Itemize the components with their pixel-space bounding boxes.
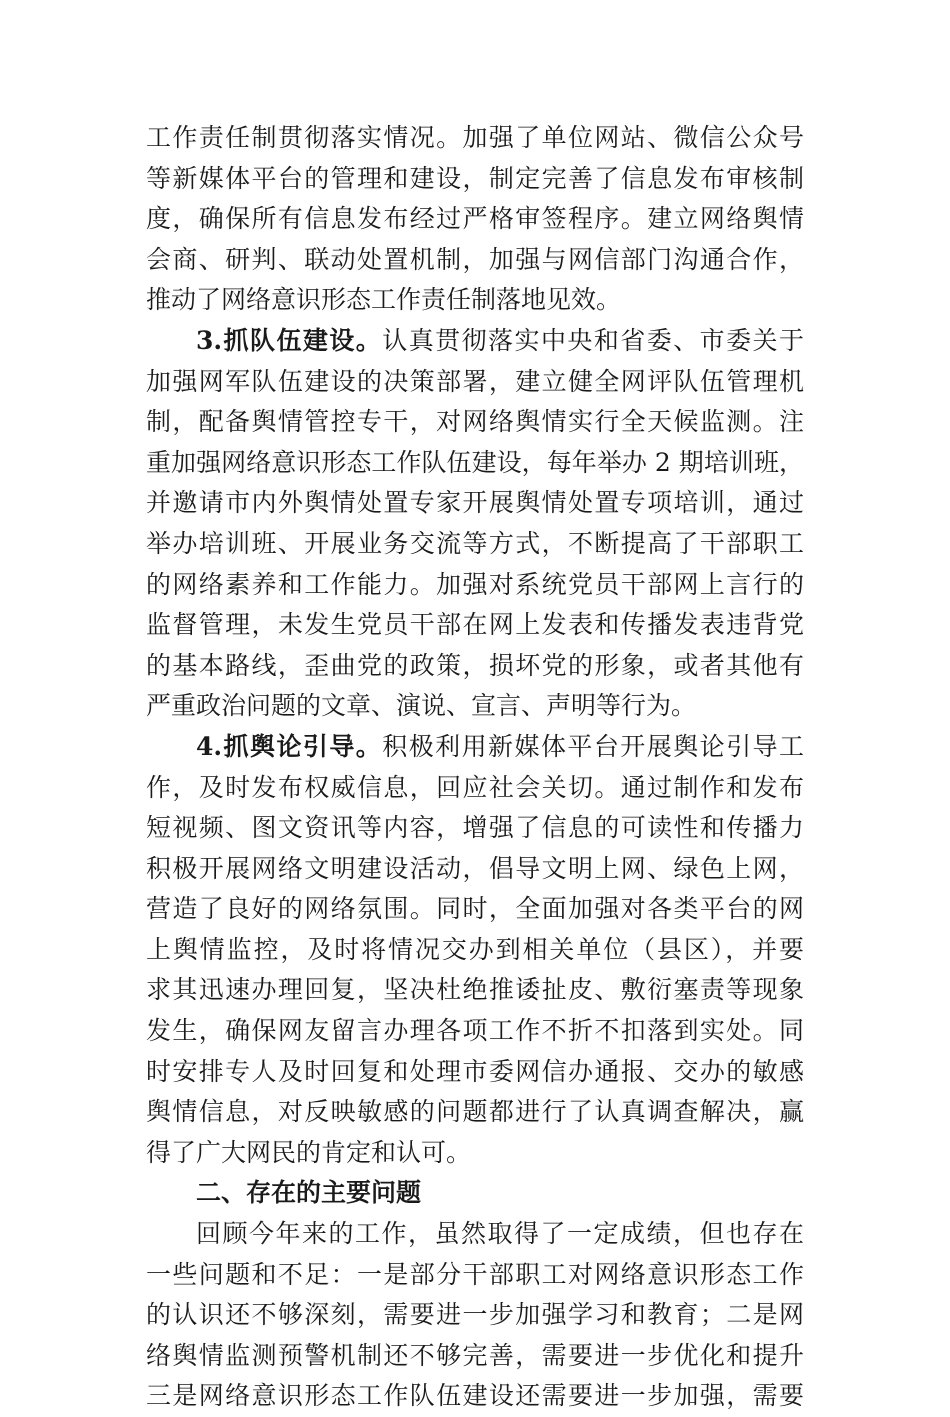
line-text: 营造了良好的网络氛围。同时，全面加强对各类平台的网 <box>146 894 804 924</box>
text-line <box>146 768 804 809</box>
line-text: 并邀请市内外舆情处置专家开展舆情处置专项培训，通过 <box>146 488 804 518</box>
line-text: 作，及时发布权威信息，回应社会关切。通过制作和发布 <box>146 772 804 802</box>
item-lead: 3.抓队伍建设。 <box>196 325 383 355</box>
text-line <box>146 483 804 524</box>
text-line <box>146 1376 804 1417</box>
line-text: 络舆情监测预警机制还不够完善，需要进一步优化和提升 <box>146 1340 804 1370</box>
text-line <box>146 321 804 362</box>
text-line <box>146 646 804 687</box>
line-text: 等新媒体平台的管理和建设，制定完善了信息发布审核制 <box>146 163 804 193</box>
text-line <box>146 1011 804 1052</box>
text-line <box>146 1133 804 1174</box>
line-text: 时安排专人及时回复和处理市委网信办通报、交办的敏感 <box>146 1056 804 1086</box>
line-text: 得了广大网民的肯定和认可。 <box>146 1137 472 1167</box>
text-line <box>146 686 804 727</box>
text-line <box>146 808 804 849</box>
line-text: 积极开展网络文明建设活动，倡导文明上网、绿色上网， <box>146 853 804 883</box>
line-text: 二、存在的主要问题 <box>196 1178 422 1208</box>
line-text: 求其迅速办理回复，坚决杜绝推诿扯皮、敷衍塞责等现象 <box>146 975 804 1005</box>
text-line <box>146 159 804 200</box>
line-text: 上舆情监控，及时将情况交办到相关单位（县区），并要 <box>146 934 804 964</box>
text-line <box>146 930 804 971</box>
line-text: 认真贯彻落实中央和省委、市委关于 <box>382 325 804 355</box>
line-text: 推动了网络意识形态工作责任制落地见效。 <box>146 285 622 315</box>
line-text: 加强网军队伍建设的决策部署，建立健全网评队伍管理机 <box>146 366 804 396</box>
line-text: 严重政治问题的文章、演说、宣言、声明等行为。 <box>146 691 697 721</box>
text-line <box>146 1336 804 1377</box>
line-text: 三是网络意识形态工作队伍建设还需要进一步加强，需要 <box>146 1381 804 1411</box>
text-line <box>146 402 804 443</box>
line-text: 舆情信息，对反映敏感的问题都进行了认真调查解决，赢 <box>146 1097 804 1127</box>
line-text: 发生，确保网友留言办理各项工作不折不扣落到实处。同 <box>146 1016 804 1046</box>
text-line <box>146 565 804 606</box>
line-text: 制，配备舆情管控专干，对网络舆情实行全天候监测。注 <box>146 407 804 437</box>
text-line <box>146 1214 804 1255</box>
line-text: 短视频、图文资讯等内容，增强了信息的可读性和传播力 <box>146 813 804 843</box>
text-line <box>146 849 804 890</box>
section-heading <box>146 1173 804 1214</box>
text-line <box>146 1295 804 1336</box>
line-text: 重加强网络意识形态工作队伍建设，每年举办 2 期培训班， <box>146 447 804 477</box>
text-line <box>146 280 804 321</box>
item-lead: 4.抓舆论引导。 <box>196 731 383 761</box>
line-text: 的认识还不够深刻，需要进一步加强学习和教育；二是网 <box>146 1300 804 1330</box>
text-line <box>146 727 804 768</box>
text-line <box>146 605 804 646</box>
line-text: 的基本路线，歪曲党的政策，损坏党的形象，或者其他有 <box>146 650 804 680</box>
text-line <box>146 240 804 281</box>
text-line <box>146 199 804 240</box>
text-line <box>146 889 804 930</box>
text-line <box>146 443 804 484</box>
line-text: 工作责任制贯彻落实情况。加强了单位网站、微信公众号 <box>146 123 804 152</box>
line-text: 会商、研判、联动处置机制，加强与网信部门沟通合作， <box>146 244 804 274</box>
line-text: 度，确保所有信息发布经过严格审签程序。建立网络舆情 <box>146 204 804 234</box>
line-text: 举办培训班、开展业务交流等方式，不断提高了干部职工 <box>146 528 804 558</box>
text-line <box>146 970 804 1011</box>
text-line <box>146 524 804 565</box>
line-text: 监督管理，未发生党员干部在网上发表和传播发表违背党 <box>146 610 804 640</box>
text-line <box>146 118 804 159</box>
text-line <box>146 1092 804 1133</box>
document-body <box>146 118 804 1417</box>
text-line <box>146 1052 804 1093</box>
text-line <box>146 362 804 403</box>
line-text: 回顾今年来的工作，虽然取得了一定成绩，但也存在 <box>196 1219 804 1249</box>
text-line <box>146 1255 804 1296</box>
line-text: 积极利用新媒体平台开展舆论引导工 <box>382 731 804 761</box>
line-text: 一些问题和不足：一是部分干部职工对网络意识形态工作 <box>146 1259 804 1289</box>
line-text: 的网络素养和工作能力。加强对系统党员干部网上言行的 <box>146 569 804 599</box>
